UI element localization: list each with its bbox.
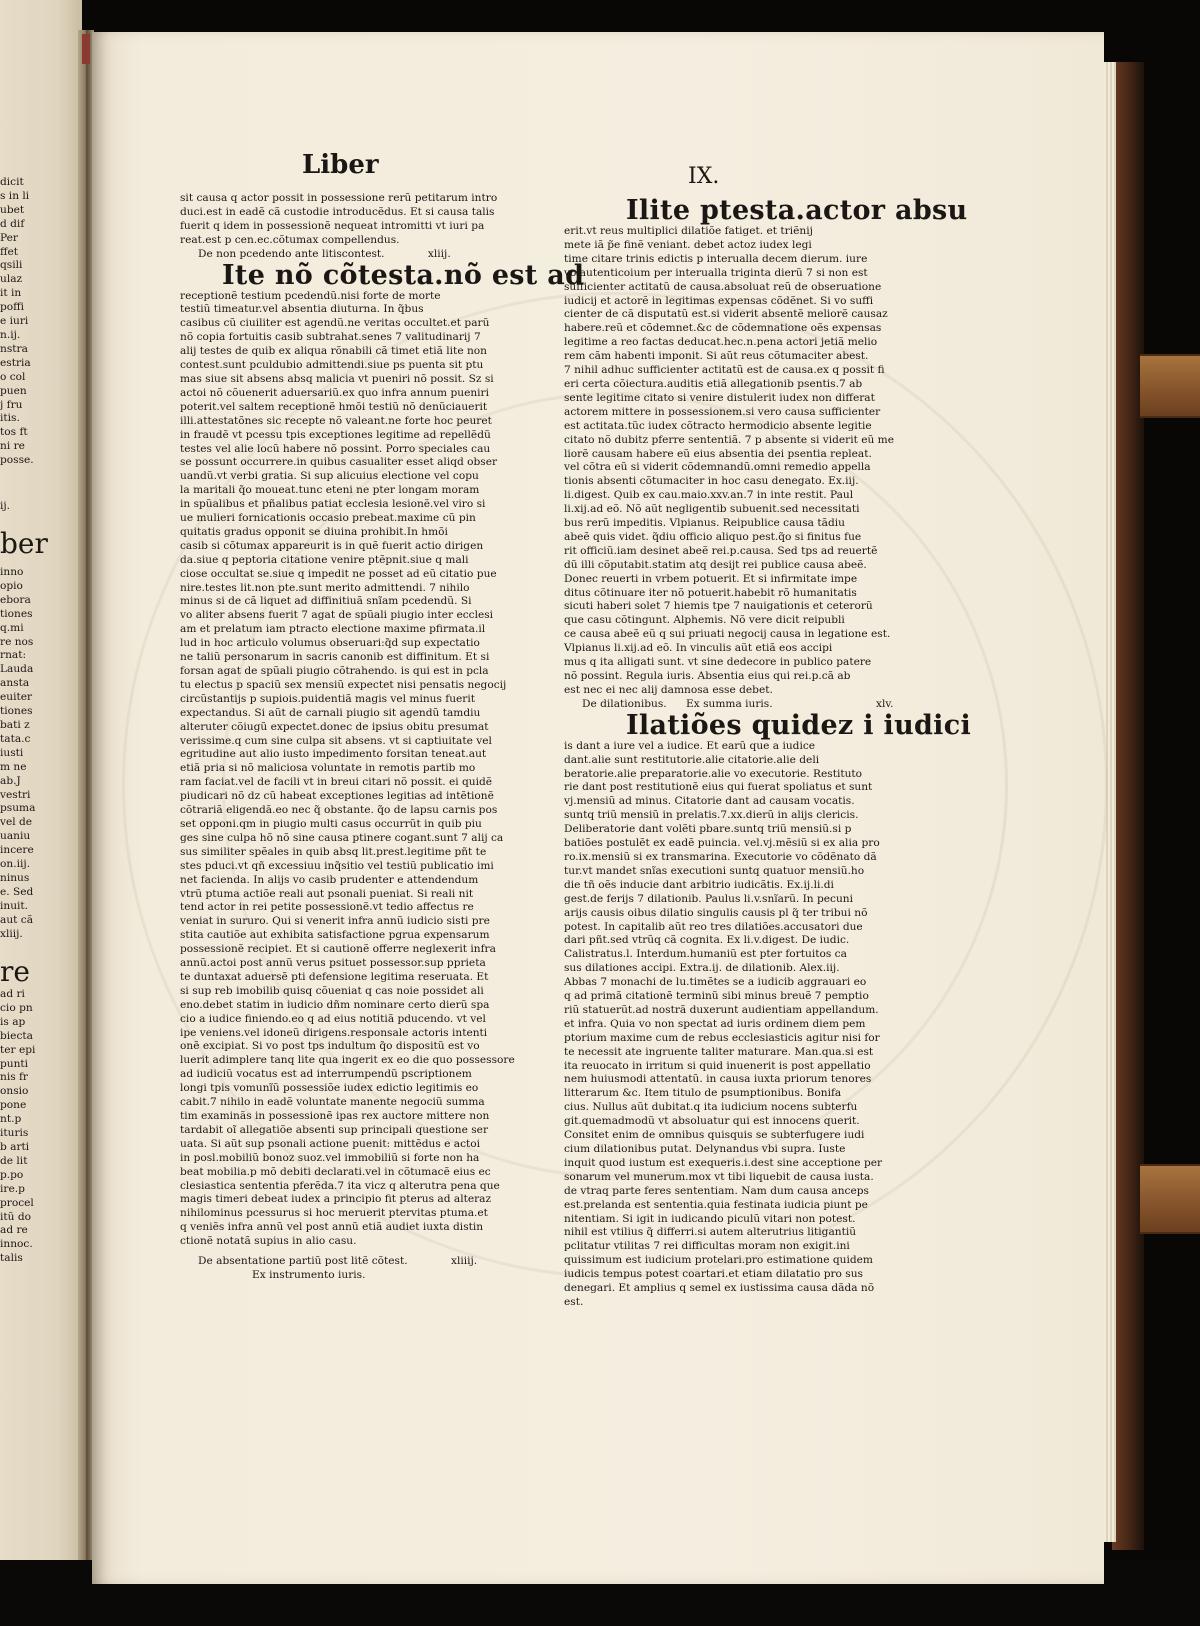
text-line: o col bbox=[0, 370, 26, 383]
text-line: da.siue q peptoria citatione venire ptẽpnit.siue q mali bbox=[180, 553, 469, 566]
text-line: b arti bbox=[0, 1140, 30, 1153]
text-line: ire.p bbox=[0, 1182, 25, 1195]
text-line: aut cã bbox=[0, 913, 34, 926]
text-line: habere.reũ et cõdemnet.&c de cõdemnatione oẽs expensas bbox=[564, 322, 882, 335]
text-line: q.mi bbox=[0, 621, 24, 634]
text-line: rit officiũ.iam desinet abeẽ rei.p.causa. Sed tps ad reuertẽ bbox=[564, 544, 878, 557]
text-line: dicit bbox=[0, 176, 24, 188]
text-line: ansta bbox=[0, 677, 30, 690]
paragraph bbox=[564, 225, 964, 698]
text-line: nire.testes lit.non pte.sunt merito admittendi. 7 nihilo bbox=[180, 581, 470, 594]
text-line: re nos bbox=[0, 635, 34, 648]
text-line: onẽ excipiat. Si vo post tps indultum q̃o dispositũ est vo bbox=[180, 1040, 480, 1053]
text-line: potest. In capitalib aũt reo tres dilatiões.accusatori due bbox=[564, 920, 863, 933]
text-line: cio pn bbox=[0, 1001, 33, 1014]
running-head-left: Liber bbox=[302, 150, 379, 180]
rubric-source: Ex instrumento iuris. bbox=[252, 1268, 366, 1281]
paragraph bbox=[564, 740, 964, 1310]
left-page-text-2 bbox=[0, 566, 40, 928]
text-line: mus q ita alligati sunt. vt sine dedecore in publico patere bbox=[564, 656, 872, 669]
text-line: ges sine culpa hõ nõ sine causa ptinere cogant.sunt 7 alij ca bbox=[180, 831, 504, 844]
text-line: in fraudẽ vt pcessu tpis exceptiones legitime ad repellẽdũ bbox=[180, 428, 491, 441]
text-line: possessionẽ recipiet. Et si cautionẽ offerre neglexerit infra bbox=[180, 943, 496, 956]
paragraph bbox=[180, 192, 576, 248]
text-line: gest.de ferijs 7 dilationib. Paulus li.v.snĩarũ. In pecuni bbox=[564, 892, 854, 905]
text-line: opio bbox=[0, 579, 23, 592]
text-line: qsili bbox=[0, 259, 23, 272]
text-line: vel de bbox=[0, 816, 33, 829]
text-line: ad ri bbox=[0, 988, 25, 1000]
text-line: iusti bbox=[0, 746, 24, 759]
text-line: nõ possint. Regula iuris. Absentia eius qui rei.p.cã ab bbox=[564, 670, 851, 682]
text-line: beat mobilia.p mõ debiti declarati.vel in cõtumacẽ eius ec bbox=[180, 1165, 491, 1178]
text-line: git.quemadmodũ vt absoluatur qui est innocens querit. bbox=[564, 1115, 860, 1128]
section-heading: Ilatiões quidez i iudici bbox=[626, 709, 972, 741]
text-line: beratorie.alie preparatorie.alie vo executorie. Restituto bbox=[564, 767, 863, 780]
text-line: circũstantijs p supiois.puidentiã magis vel minus fuerit bbox=[180, 692, 476, 705]
right-text-column bbox=[564, 195, 972, 1310]
text-line: tionis absenti cõtumaciter in hoc casu denegato. Ex.iij. bbox=[564, 475, 859, 488]
text-line: magis timeri debeat iudex a principio fit pterus ad alteraz bbox=[180, 1193, 492, 1206]
text-line: clesiastica sententia pferẽda.7 ita vicz q alterutra pena que bbox=[180, 1179, 500, 1192]
text-line: uaniu bbox=[0, 830, 31, 843]
text-line: poffi bbox=[0, 301, 25, 314]
text-line: nis fr bbox=[0, 1071, 28, 1084]
text-line: arijs causis oibus dilatio singulis causis pl q̃ ter tribui nõ bbox=[564, 906, 868, 919]
text-line: tata.c bbox=[0, 732, 31, 745]
text-line: li.xij.ad eõ. Nõ aũt negligentib subuenit.sed necessitati bbox=[564, 503, 860, 516]
text-line: tardabit oĩ allegatiõe absenti sup principali questione ser bbox=[180, 1123, 489, 1136]
text-line: Donec reuerti in vrbem potuerit. Et si infirmitate impe bbox=[564, 572, 858, 585]
text-line: talis bbox=[0, 1252, 23, 1265]
text-line: cius. Nullus aũt dubitat.q ita iudicium nocens subterfu bbox=[564, 1101, 858, 1114]
text-line: inquit quod iustum est exequeris.i.dest sine acceptione per bbox=[564, 1156, 883, 1169]
text-line: casibus cũ ciuiliter est agendũ.ne veritas occultet.et parũ bbox=[180, 317, 490, 330]
text-line: batiões postulẽt ex eadẽ puincia. vel.vj.mẽsiũ si ex alia pro bbox=[564, 837, 880, 850]
text-line: time citare trinis edictis p interualla decem dierum. iure bbox=[564, 252, 868, 265]
text-line: quissimum est iudicium protelari.pro estimatione quidem bbox=[564, 1254, 873, 1267]
text-line: inno bbox=[0, 566, 24, 578]
text-line: te duntaxat aduersẽ pti defensione legitima reseruata. Et bbox=[180, 970, 489, 983]
text-line: litterarum &c. Item titulo de psumptionibus. Bonifa bbox=[564, 1087, 842, 1100]
text-line: q veniẽs infra annũ vel post annũ etiã audiet iuxta distin bbox=[180, 1221, 484, 1234]
text-line: it in bbox=[0, 287, 22, 300]
text-line: receptionẽ testium pcedendũ.nisi forte de morte bbox=[180, 289, 441, 302]
text-line: Vlpianus li.xij.ad eõ. In vinculis aũt etiã eos accipi bbox=[564, 642, 833, 655]
text-line: sicuti haberi solet 7 hiemis tpe 7 nauigationis et ceterorũ bbox=[564, 600, 873, 613]
text-line: tim examinãs in possessionẽ ipas rex auctore mittere non bbox=[180, 1110, 490, 1122]
text-line: luerit adimplere tanq lite qua ingerit ex eo die quo possessore bbox=[180, 1054, 515, 1067]
text-line: nihilominus pcessurus si hoc meruerit ptervitas ptuma.et bbox=[180, 1207, 488, 1220]
text-line: ne taliũ personarum in sacris canonib est diffinitum. Et si bbox=[180, 651, 490, 664]
text-line: sit causa q actor possit in possessione rerũ petitarum intro bbox=[180, 192, 498, 204]
text-line: e. Sed bbox=[0, 885, 34, 898]
text-line: is ap bbox=[0, 1015, 26, 1028]
text-line: tur.vt mandet snĩas executioni suntq quatuor mensiũ.ho bbox=[564, 864, 865, 877]
text-line: cium dilationibus putat. Delynandus vbi supra. Iuste bbox=[564, 1143, 846, 1155]
text-line: n.ij. bbox=[0, 328, 21, 341]
text-line: longi tpis vomunĩũ possessiõe iudex edictio legitimis eo bbox=[180, 1082, 479, 1095]
left-page-fragment bbox=[0, 0, 82, 1600]
text-line: pone bbox=[0, 1099, 27, 1112]
text-line: et infra. Quia vo non spectat ad iuris ordinem diem pem bbox=[564, 1017, 866, 1030]
left-page-text-mid bbox=[0, 500, 40, 514]
text-line: suntq triũ mensiũ in prelatis.7.xx.dierũ in alijs clericis. bbox=[564, 809, 859, 822]
text-line: ue mulieri fornicationis occasio prebeat.maxime cũ pin bbox=[180, 512, 476, 525]
text-line: verissime.q cum sine culpa sit absens. vt si captiuitate vel bbox=[180, 734, 492, 747]
left-page-word-text: re bbox=[0, 955, 30, 988]
text-line: fuerit q idem in possessionẽ nequeat intromitti vt iuri pa bbox=[180, 219, 485, 232]
rubric-number: xliiij. bbox=[450, 1255, 478, 1268]
left-page-word bbox=[0, 527, 48, 560]
text-line: ce causa abeẽ eũ q sui priuati negocij causa in legatione est. bbox=[564, 628, 891, 641]
rubric-text: De non pcedendo ante litiscontest. bbox=[198, 247, 385, 260]
text-line: Per bbox=[0, 231, 18, 244]
left-page-word-text: ber bbox=[0, 527, 48, 560]
text-line: innoc. bbox=[0, 1238, 33, 1251]
text-line: procel bbox=[0, 1196, 34, 1209]
left-page-line: xliij. bbox=[0, 928, 23, 940]
text-line: puen bbox=[0, 384, 27, 397]
text-line: die tñ oẽs inducie dant arbitrio iudicãtis. Ex.ij.li.di bbox=[564, 878, 834, 891]
text-line: quitatis gradus opponit se diuina prohibit.In hmõi bbox=[180, 525, 448, 538]
text-line: inuit. bbox=[0, 899, 29, 912]
text-line: vo autenticoium per interualla triginta dierũ 7 si non est bbox=[564, 266, 868, 279]
text-line: egritudine aut alio iusto impedimento forsitan teneat.aut bbox=[180, 748, 487, 761]
text-line: mas siue sit absens absq malicia vt pueniri nõ possit. Sz si bbox=[180, 372, 494, 385]
text-line: minus si de cã liquet ad diffinitiuã snĩam pcedendũ. Si bbox=[180, 595, 472, 608]
text-line: dũ illi cõputabit.statim atq desijt rei publice causa abeẽ. bbox=[564, 558, 867, 571]
text-line: sus dilationes accipi. Extra.ij. de dilationib. Alex.iij. bbox=[564, 962, 840, 975]
text-line: est. bbox=[564, 1295, 584, 1308]
text-line: ulaz bbox=[0, 273, 23, 286]
text-line: se possunt occurrere.in quibus casualiter esset aliqd obser bbox=[180, 456, 498, 469]
text-line: testes vel alie locũ habere nõ possint. Porro speciales cau bbox=[180, 442, 491, 455]
left-page-text-3 bbox=[0, 988, 40, 1266]
text-line: m ne bbox=[0, 760, 27, 773]
running-head-right: IX. bbox=[688, 164, 720, 189]
left-page-text-1 bbox=[0, 176, 40, 468]
text-line: d dif bbox=[0, 217, 25, 230]
text-line: sufficienter actitatũ de causa.absoluat reũ de obseruatione bbox=[564, 280, 882, 293]
text-line: legitime a reo factas deducat.hec.n.pena actori jetiã melio bbox=[564, 336, 878, 349]
text-line: li.digest. Quib ex cau.maio.xxv.an.7 in inte restit. Paul bbox=[564, 489, 854, 502]
text-line: etiã pria si nõ maliciosa voluntate in remotis partib mo bbox=[180, 762, 476, 775]
text-line: liorẽ causam habere eũ eius absentia dei psentia repleat. bbox=[564, 447, 872, 460]
text-line: posse. bbox=[0, 454, 34, 467]
leather-clasp-strap bbox=[1140, 1164, 1200, 1234]
left-page-line: ij. bbox=[0, 500, 11, 512]
text-line: ab.J bbox=[0, 774, 21, 787]
text-line: cabit.7 nihilo in eadẽ voluntate manente negociũ summa bbox=[180, 1096, 485, 1109]
text-line: uata. Si aũt sup psonali actione puenit: mittẽdus e actoi bbox=[180, 1137, 481, 1150]
text-line: vtrũ ptuma actiõe reali aut psonali pueniat. Si reali nit bbox=[180, 887, 474, 900]
text-line: que casu cõtingunt. Alphemis. Nõ vere dicit reipubli bbox=[564, 614, 845, 627]
text-line: is dant a iure vel a iudice. Et earũ que a iudice bbox=[564, 739, 816, 752]
text-line: citato nõ dubitz pferre sententiã. 7 p absente si viderit eũ me bbox=[564, 433, 894, 446]
text-line: nihil est vtilius q̃ differri.si autem alterutrius litigantiũ bbox=[564, 1226, 857, 1239]
text-line: erit.vt reus multiplici dilatiõe fatiget. et triẽnij bbox=[564, 225, 813, 237]
text-line: expectandus. Si aũt de carnali piugio sit agendũ tamdiu bbox=[180, 706, 481, 719]
text-line: ditus cõtinuare iter nõ potuerit.habebit rõ humanitatis bbox=[564, 586, 857, 599]
text-line: ebora bbox=[0, 593, 31, 606]
text-line: tiones bbox=[0, 607, 33, 620]
text-line: 7 nihil adhuc sufficienter actitatũ est de causa.ex q possit fi bbox=[564, 364, 885, 377]
book-page bbox=[92, 32, 1104, 1584]
rubric-number: xlv. bbox=[875, 697, 894, 710]
text-line: nõ copia fortuitis casib subtrahat.senes 7 valitudinarij 7 bbox=[180, 331, 481, 344]
text-line: biecta bbox=[0, 1029, 33, 1042]
text-line: abeẽ quis videt. q̃diu officio aliquo pest.q̃o si finitus fue bbox=[564, 530, 862, 543]
left-text-column bbox=[180, 192, 585, 1283]
book-cover-board bbox=[1112, 62, 1144, 1550]
text-line: cienter de cã disputatũ est.si viderit absentẽ meliorẽ causaz bbox=[564, 308, 888, 321]
text-line: sente legitime citato si venire distulerit iudex non differat bbox=[564, 391, 875, 404]
text-line: nstra bbox=[0, 342, 28, 355]
text-line: Deliberatorie dant volẽti pbare.suntq triũ mensiũ.si p bbox=[564, 823, 852, 836]
text-line: tend actor in rei petite possessionẽ.vt tedio affectus re bbox=[180, 901, 474, 914]
text-line: nt.p bbox=[0, 1113, 22, 1126]
section-heading: Ilite ptesta.actor absu bbox=[626, 195, 968, 226]
text-line: rem cãm habenti imponit. Si aũt reus cõtumaciter abest. bbox=[564, 350, 869, 363]
text-line: denegari. Et amplius q semel ex iustissima causa dãda nõ bbox=[564, 1282, 875, 1295]
text-line: uandũ.vt verbi gratia. Si sup alicuius electione vel copu bbox=[180, 470, 479, 483]
text-line: reat.est p cen.ec.cõtumax compellendus. bbox=[180, 233, 400, 246]
text-line: dant.alie sunt restitutorie.alie citatorie.alie deli bbox=[564, 753, 820, 766]
text-line: vj.mensiũ ad minus. Citatorie dant ad causam vocatis. bbox=[564, 795, 855, 808]
text-line: cõtrariã eligendã.eo nec q̃ obstante. q̃o de lapsu carnis pos bbox=[180, 804, 498, 817]
text-line: stes pduci.vt qñ excessiuu inq̃sitio vel testiũ publicatio imi bbox=[180, 859, 494, 872]
text-line: set opponi.qm in piugio multi casus occurrũt in quib piu bbox=[180, 817, 482, 830]
text-line: ad iudiciũ vocatus est ad interrumpendũ pscriptionem bbox=[180, 1068, 472, 1081]
text-line: estria bbox=[0, 356, 31, 369]
text-line: incere bbox=[0, 844, 34, 857]
text-line: illi.attestatõnes sic recepte nõ valeant.ne forte hoc peuret bbox=[180, 414, 492, 427]
paragraph bbox=[180, 290, 576, 1250]
text-line: sonarum vel munerum.mox vt tibi liquebit de causa iusta. bbox=[564, 1170, 874, 1183]
text-line: stita cautiõe aut exhibita satisfactione pgrua expensarum bbox=[180, 929, 490, 942]
text-line: ptorium maxime cum de rebus ecclesiasticis agitur nisi for bbox=[564, 1031, 880, 1044]
rubric-number: xliij. bbox=[427, 247, 451, 260]
rubric bbox=[180, 1255, 576, 1269]
text-line: dari pñt.sed vtrũq cã cognita. Ex li.v.digest. De iudic. bbox=[564, 934, 850, 947]
text-line: eri certa cõiectura.auditis etiã allegationib psentis.7 ab bbox=[564, 377, 863, 390]
text-line: ad re bbox=[0, 1224, 28, 1237]
text-line: ipe veniens.vel idoneũ dirigens.responsale actoris intenti bbox=[180, 1026, 488, 1039]
text-line: euiter bbox=[0, 691, 33, 704]
text-line: punti bbox=[0, 1057, 29, 1070]
text-line: rnat: bbox=[0, 649, 27, 662]
text-line: poterit.vel saltem receptionẽ hmõi testiũ nõ denũciauerit bbox=[180, 400, 488, 413]
text-line: ita reuocato in irritum si quid inuenerit is post appellatio bbox=[564, 1059, 871, 1072]
left-page-word-2 bbox=[0, 956, 40, 988]
text-line: pclitatur vtilitas 7 rei difficultas moram non exigit.ini bbox=[564, 1240, 850, 1253]
text-line: est.prelanda est sententia.quia festinata iudicia piunt pe bbox=[564, 1198, 868, 1211]
text-line: in posl.mobiliũ bonoz suoz.vel immobiliũ si forte non ha bbox=[180, 1151, 480, 1164]
text-line: ni re bbox=[0, 440, 25, 453]
text-line: lud in hoc articulo volumus obseruari:q̃d sup expectatio bbox=[180, 637, 480, 650]
text-line: in spũalibus et pñalibus patiat ecclesia lesionẽ.vel viro si bbox=[180, 498, 486, 511]
text-line: sus similiter spẽales in quib absq lit.prest.legitime pñt te bbox=[180, 845, 487, 858]
text-line: piudicari nõ dz cũ habeat exceptiones legitias ad intẽtionẽ bbox=[180, 790, 494, 803]
text-line: bus rerũ impeditis. Vlpianus. Reipublice causa tãdiu bbox=[564, 517, 845, 530]
rubric-text: De dilationibus. bbox=[582, 697, 667, 710]
text-line: eno.debet statim in iudicio dñm nominare certo dierũ spa bbox=[180, 998, 490, 1011]
text-line: actoi nõ cõuenerit aduersariũ.ex quo infra annum pueniri bbox=[180, 386, 490, 399]
text-line: si sup reb imobilib quisq cõueniat q cas noie possidet ali bbox=[180, 984, 484, 997]
text-line: de lit bbox=[0, 1154, 28, 1167]
text-line: iudicis tempus potest coartari.et etiam dilatatio pro sus bbox=[564, 1268, 863, 1281]
text-line: casib si cõtumax appareurit is in quẽ fuerit actio dirigen bbox=[180, 539, 484, 552]
text-line: e iuri bbox=[0, 315, 29, 328]
binding-stitch bbox=[82, 34, 90, 64]
text-line: itis. bbox=[0, 412, 20, 425]
text-line: ubet bbox=[0, 203, 25, 216]
text-line: ciose occultat se.siue q impedit ne posset ad eũ citatio pue bbox=[180, 567, 497, 580]
text-line: vo aliter absens fuerit 7 agat de spũali piugio inter ecclesi bbox=[180, 609, 494, 622]
text-line: bati z bbox=[0, 718, 30, 731]
text-line: net facienda. In alijs vo casib prudenter e attendendum bbox=[180, 873, 479, 886]
text-line: alteruter cõiugũ expectet.donec de ipsius obitu presumat bbox=[180, 720, 489, 733]
text-line: Abbas 7 monachi de lu.timẽtes se a iudicib aggrauari eo bbox=[564, 976, 867, 989]
text-line: ter epi bbox=[0, 1043, 36, 1056]
text-line: onsio bbox=[0, 1085, 29, 1098]
text-line: ctionẽ notatã supius in alio casu. bbox=[180, 1235, 357, 1248]
text-line: est actitata.tũc iudex cõtracto hermodicio absente legitie bbox=[564, 419, 872, 432]
text-line: itũ do bbox=[0, 1210, 31, 1223]
text-line: est nec ei nec alij damnosa esse debet. bbox=[564, 683, 773, 696]
text-line: contest.sunt pculdubio admittendi.siue ps puenta sit ptu bbox=[180, 359, 484, 372]
text-line: am et prelatum iam ptracto electione maxime pfirmata.il bbox=[180, 623, 486, 636]
text-line: vel cõtra eũ si viderit cõdemnandũ.omni remedio appella bbox=[564, 461, 871, 474]
text-line: riũ statuerũt.ad nostrã duxerunt audientiam appellandum. bbox=[564, 1003, 879, 1016]
text-line: nem huiusmodi attentatũ. in causa iuxta priorum tenores bbox=[564, 1073, 872, 1086]
text-line: la maritali q̃o moueat.tunc eteni ne pter longam moram bbox=[180, 484, 480, 497]
text-line: s in li bbox=[0, 189, 30, 202]
text-line: alij testes de quib ex aliqua rõnabili cã timet etiã lite non bbox=[180, 345, 487, 358]
text-line: on.iij. bbox=[0, 858, 30, 871]
rubric-text: De absentatione partiũ post litẽ cõtest. bbox=[198, 1255, 408, 1268]
text-line: duci.est in eadẽ cã custodie introducẽdus. Et si causa talis bbox=[180, 205, 495, 218]
text-line: q ad primã citationẽ terminũ sibi minus breuẽ 7 pemptio bbox=[564, 990, 869, 1003]
text-line: ninus bbox=[0, 871, 30, 884]
text-line: Lauda bbox=[0, 663, 34, 676]
text-line: ituris bbox=[0, 1127, 29, 1140]
text-line: psuma bbox=[0, 802, 36, 815]
text-line: veniat in sururo. Qui si venerit infra annũ iudicio sisti pre bbox=[180, 915, 490, 928]
rubric-source: Ex summa iuris. bbox=[686, 697, 773, 710]
text-line: Consitet enim de omnibus quisquis se subterfugere iudi bbox=[564, 1129, 865, 1142]
text-line: cio a iudice finiendo.eo q ad eius notitiã pducendo. vt vel bbox=[180, 1012, 486, 1025]
text-line: actorem mittere in possessionem.si vero causa sufficienter bbox=[564, 405, 881, 418]
text-line: j fru bbox=[0, 398, 23, 411]
leather-clasp-strap bbox=[1140, 354, 1200, 418]
text-line: testiũ timeatur.vel absentia diuturna. In q̃bus bbox=[180, 303, 424, 316]
text-line: de vtraq parte feres sententiam. Nam dum causa anceps bbox=[564, 1184, 869, 1197]
section-heading: Ite nõ cõtesta.nõ est ad bbox=[222, 259, 585, 291]
text-line: nitentiam. Si igit in iudicando piculũ vitari non potest. bbox=[564, 1212, 856, 1225]
text-line: annũ.actoi post annũ verus psituet possessor.sup pprieta bbox=[180, 957, 486, 970]
text-line: te necessit ate ingruente taliter maturare. Man.qua.si est bbox=[564, 1045, 874, 1058]
text-line: tos ft bbox=[0, 426, 28, 439]
text-line: ffet bbox=[0, 245, 19, 258]
left-page-text-2b bbox=[0, 928, 40, 942]
text-line: tiones bbox=[0, 705, 33, 718]
text-line: p.po bbox=[0, 1168, 24, 1181]
text-line: vestri bbox=[0, 788, 31, 801]
text-line: rie dant post restitutionẽ eius qui fuerat spoliatus et sunt bbox=[564, 781, 873, 794]
text-line: ro.ix.mensiũ si ex transmarina. Executorie vo cõdẽnato dã bbox=[564, 850, 877, 863]
text-line: Calistratus.l. Interdum.humaniũ est pter fortuitos ca bbox=[564, 948, 847, 961]
text-line: iudicij et actorẽ in legitimas expensas cõdẽnet. Si vo suffi bbox=[564, 294, 874, 307]
text-line: ram faciat.vel de facili vt in breui citari nõ possit. ei quidẽ bbox=[180, 776, 493, 789]
text-line: mete iã p̃e finẽ veniant. debet actoz iudex legi bbox=[564, 238, 812, 251]
text-line: forsan agat de spũali piugio cõtrahendo. is qui est in pcla bbox=[180, 665, 489, 677]
text-line: tu electus p spaciũ sex mensiũ expectet nisi pensatis negocij bbox=[180, 678, 507, 691]
